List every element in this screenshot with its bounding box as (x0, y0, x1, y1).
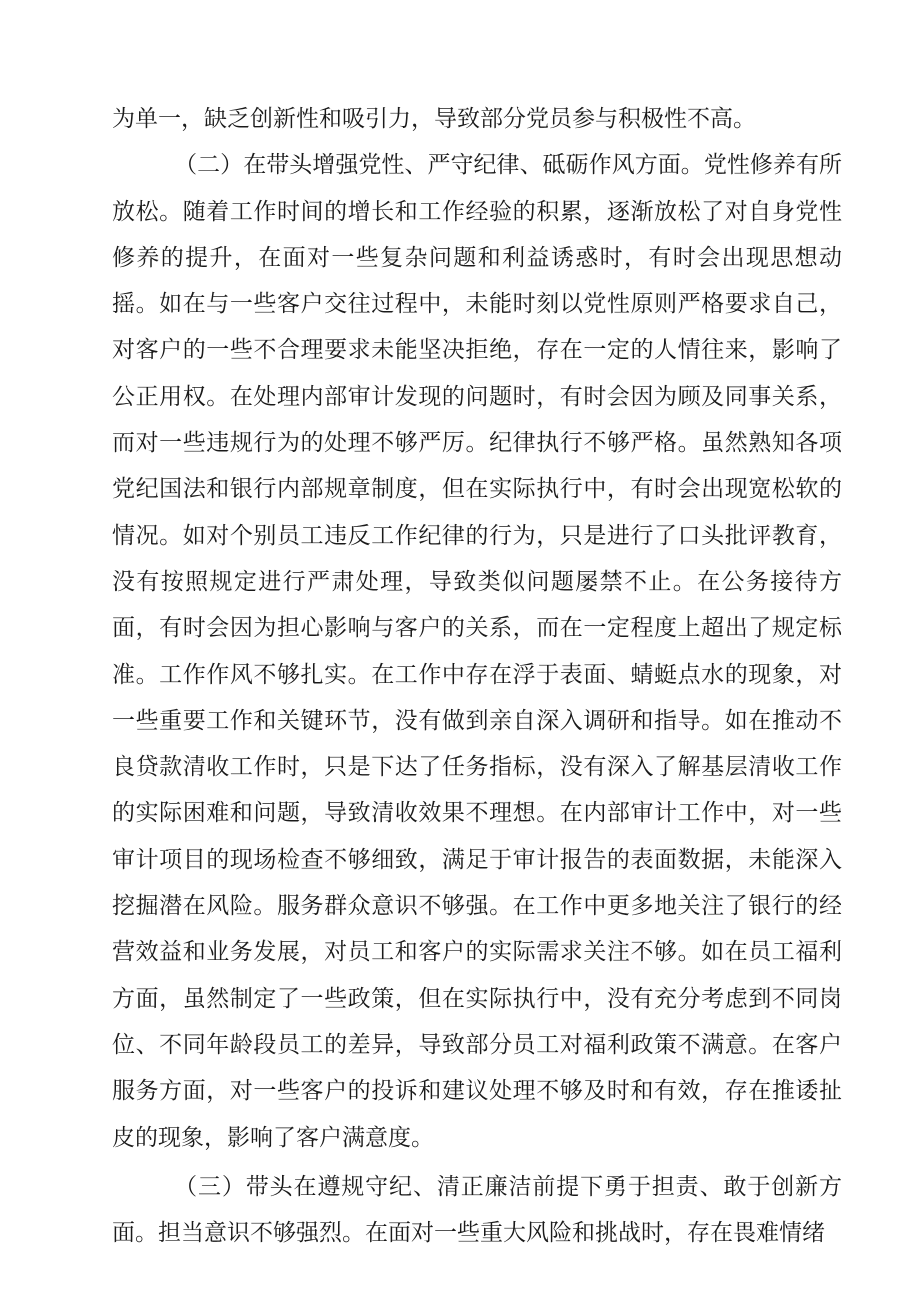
paragraph-section-three: （三）带头在遵规守纪、清正廉洁前提下勇于担责、敢于创新方面。担当意识不够强烈。在面对一些重大风险和挑战时，存在畏难情绪 (112, 1173, 842, 1247)
paragraph-section-two: （二）在带头增强党性、严守纪律、砥砺作风方面。党性修养有所放松。随着工作时间的增长和工作经验的积累，逐渐放松了对自身党性修养的提升，在面对一些复杂问题和利益诱惑时，有时会出现思想动摇。如在与一些客户交往过程中，未能时刻以党性原则严格要求自己，对客户的一些不合理要求未能坚决拒绝，存在一定的人情往来，影响了公正用权。在处理内部审计发现的问题时，有时会因为顾及同事关系，而对一些违规行为的处理不够严厉。纪律执行不够严格。虽然熟知各项党纪国法和银行内部规章制度，但在实际执行中，有时会出现宽松软的情况。如对个别员工违反工作纪律的行为，只是进行了口头批评教育，没有按照规定进行严肃处理，导致类似问题屡禁不止。在公务接待方面，有时会因为担心影响与客户的关系，而在一定程度上超出了规定标准。工作作风不够扎实。在工作中存在浮于表面、蜻蜓点水的现象，对一些重要工作和关键环节，没有做到亲自深入调研和指导。如在推动不良贷款清收工作时，只是下达了任务指标，没有深入了解基层清收工作的实际困难和问题，导致清收效果不理想。在内部审计工作中，对一些审计项目的现场检查不够细致，满足于审计报告的表面数据，未能深入挖掘潜在风险。服务群众意识不够强。在工作中更多地关注了银行的经营效益和业务发展，对员工和客户的实际需求关注不够。如在员工福利方面，虽然制定了一些政策，但在实际执行中，没有充分考虑到不同岗位、不同年龄段员工的差异，导致部分员工对福利政策不满意。在客户服务方面，对一些客户的投诉和建议处理不够及时和有效，存在推诿扯皮的现象，影响了客户满意度。 (112, 152, 842, 1151)
document-body (112, 96, 842, 1256)
paragraph-continuation: 为单一，缺乏创新性和吸引力，导致部分党员参与积极性不高。 (112, 106, 756, 132)
